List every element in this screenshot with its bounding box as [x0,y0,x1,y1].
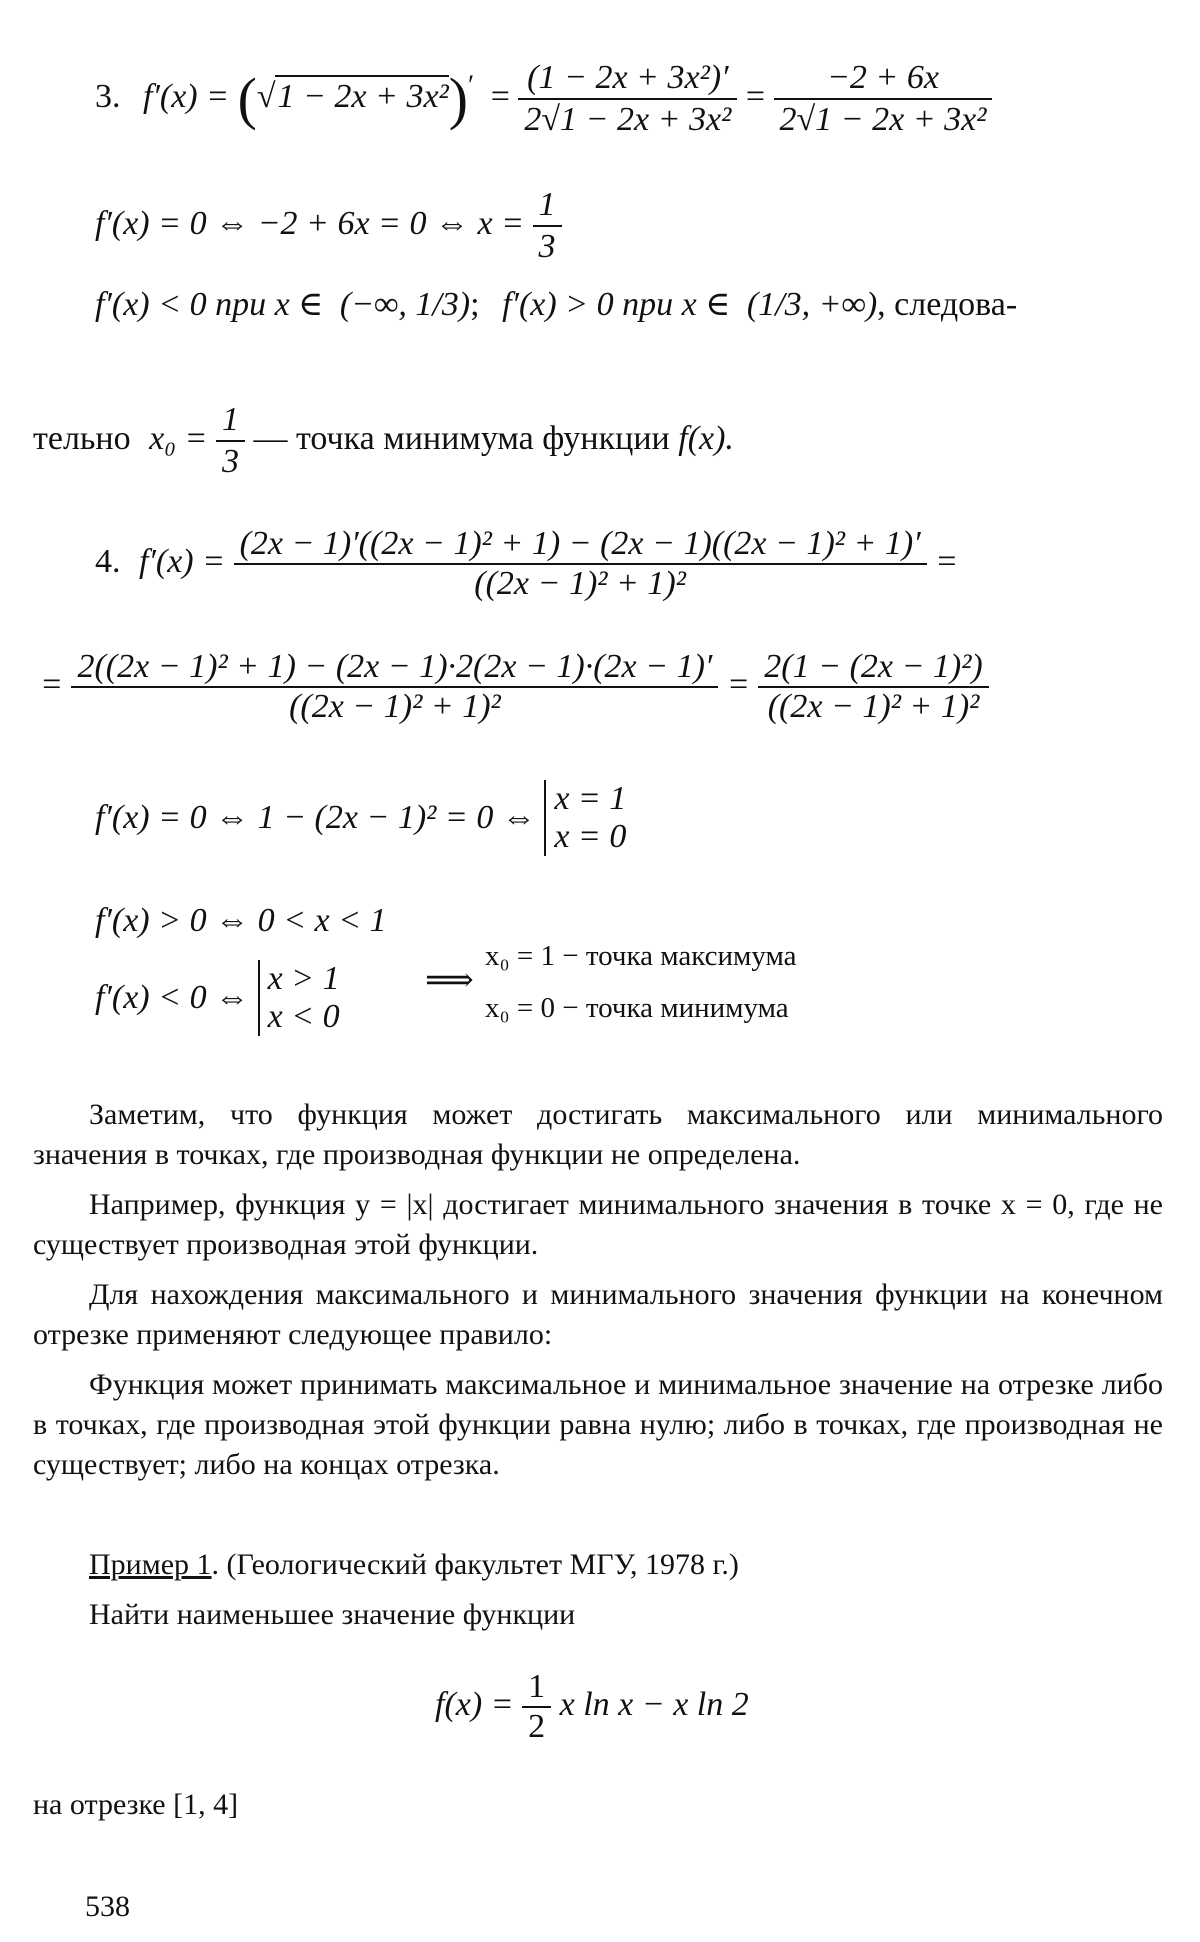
item3-frac2-num: −2 + 6x [774,58,993,100]
example-label: Пример 1 [89,1548,212,1581]
item3-frac1-den: 2√1 − 2x + 3x² [524,101,732,138]
item3-sign-line: f′(x) < 0 при x ∈ (−∞, 1/3); f′(x) > 0 при x ∈ (1/3, +∞), следова- [95,286,1018,323]
item4-neg-cases: x > 1 x < 0 [258,960,340,1036]
item4-line2: = $\frac{\text{2((2x − 1)² + 1) − (2x − 1)·2(2x − 1)·(2x − 1)′}}{\text{((2x − 1)² + 1)²}}$ = $\frac{\text{2(1 − (2x − 1)²)}}{\text{((2x − 1)² + 1)²}}$ [40,648,989,726]
paragraph-2: Например, функция y = |x| достигает минимального значения в точке x = 0, где не существует производная этой функции. [33,1188,1163,1261]
item3-frac1 [518,58,737,140]
item4-line1-frac: $\frac{\text{(2x − 1)′((2x − 1)² + 1) − (2x − 1)((2x − 1)² + 1)′}}{\text{((2x − 1)² + 1)²}}$ [234,525,927,603]
item3-frac2-den: 2√1 − 2x + 3x² [779,101,987,138]
item3-label: 3. [95,77,121,115]
item3-sqrt-sign: √ [256,77,276,115]
item3-frac2 [774,58,993,140]
paragraph-1: Заметим, что функция может достигать максимального или минимального значения в точках, где производная функции не определена. [33,1098,1163,1171]
example-formula-frac: $\frac{1}{2}$ [522,1668,551,1746]
example-source: . (Геологический факультет МГУ, 1978 г.) [211,1548,739,1581]
item4-result-max: x₀ = 1 − точка максимума [485,940,797,972]
example-formula: f(x) = $\frac{1}{2}$ x ln x − x ln 2 [435,1668,749,1745]
item4-neg-line: f′(x) < 0 ⇔ x > 1 x < 0 [95,960,340,1035]
item3-conclusion-frac: $\frac{1}{3}$ [216,400,245,482]
paragraph-3: Для нахождения максимального и минимального значения функции на конечном отрезке применяют следующее правило: [33,1278,1163,1351]
item4-pos-line: f′(x) > 0 ⇔ 0 < x < 1 [95,902,387,939]
item4-zero-line: f′(x) = 0 ⇔ 1 − (2x − 1)² = 0 ⇔ x = 1 x = 0 [95,780,627,855]
item3-root-expr: 1 − 2x + 3x² [275,75,448,117]
item4-line1: 4. f′(x) = $\frac{\text{(2x − 1)′((2x − 1)² + 1) − (2x − 1)((2x − 1)² + 1)′}}{\text{((2x − 1)² + 1)²}}$ = [95,525,959,602]
page-number: 538 [85,1890,130,1923]
example-task: Найти наименьшее значение функции [89,1598,576,1631]
item3-derivative: 3. f′(x) = (√1 − 2x + 3x²)′ = $\frac{\text{(1 − 2x + 3x²)′}}{\text{2√1 − 2x + 3x²}}$ = $\frac{-2 + 6x}{\text{2√1 − 2x + 3x²}}$ [95,58,992,148]
example-interval: на отрезке [1, 4] [33,1788,239,1821]
item4-zero-cases: x = 1 x = 0 [544,780,626,856]
item3-interval1: (−∞, 1/3) [339,286,471,323]
item3-frac1-num: (1 − 2x + 3x²)′ [518,58,737,100]
item3-conclusion: тельно x₀ = $\frac{1}{3}$ — точка минимума функции f(x). [33,401,734,480]
item3-zero-line: f′(x) = 0 ⇔ −2 + 6x = 0 ⇔ x = $\frac{1}{3}$ [95,185,562,267]
item3-zero-frac: $\frac{1}{3}$ [533,185,562,267]
item4-implies: ⟹ [425,962,474,999]
item4-line2-frac-b: $\frac{\text{2(1 − (2x − 1)²)}}{\text{((2x − 1)² + 1)²}}$ [758,648,988,726]
item3-interval2: (1/3, +∞) [746,286,878,323]
example-header [89,1548,739,1582]
item4-line2-frac-a: $\frac{\text{2((2x − 1)² + 1) − (2x − 1)·2(2x − 1)·(2x − 1)′}}{\text{((2x − 1)² + 1)²}}$ [71,648,718,726]
item3-lhs: f′(x) = [143,77,230,115]
item4-results [485,930,797,1034]
item4-result-min: x₀ = 0 − точка минимума [485,992,789,1024]
paragraph-4: Функция может принимать максимальное и минимальное значение на отрезке либо в точках, где производная этой функции равна нулю; либо в точках, где производная не существует; либо на концах отрезка. [33,1368,1163,1481]
